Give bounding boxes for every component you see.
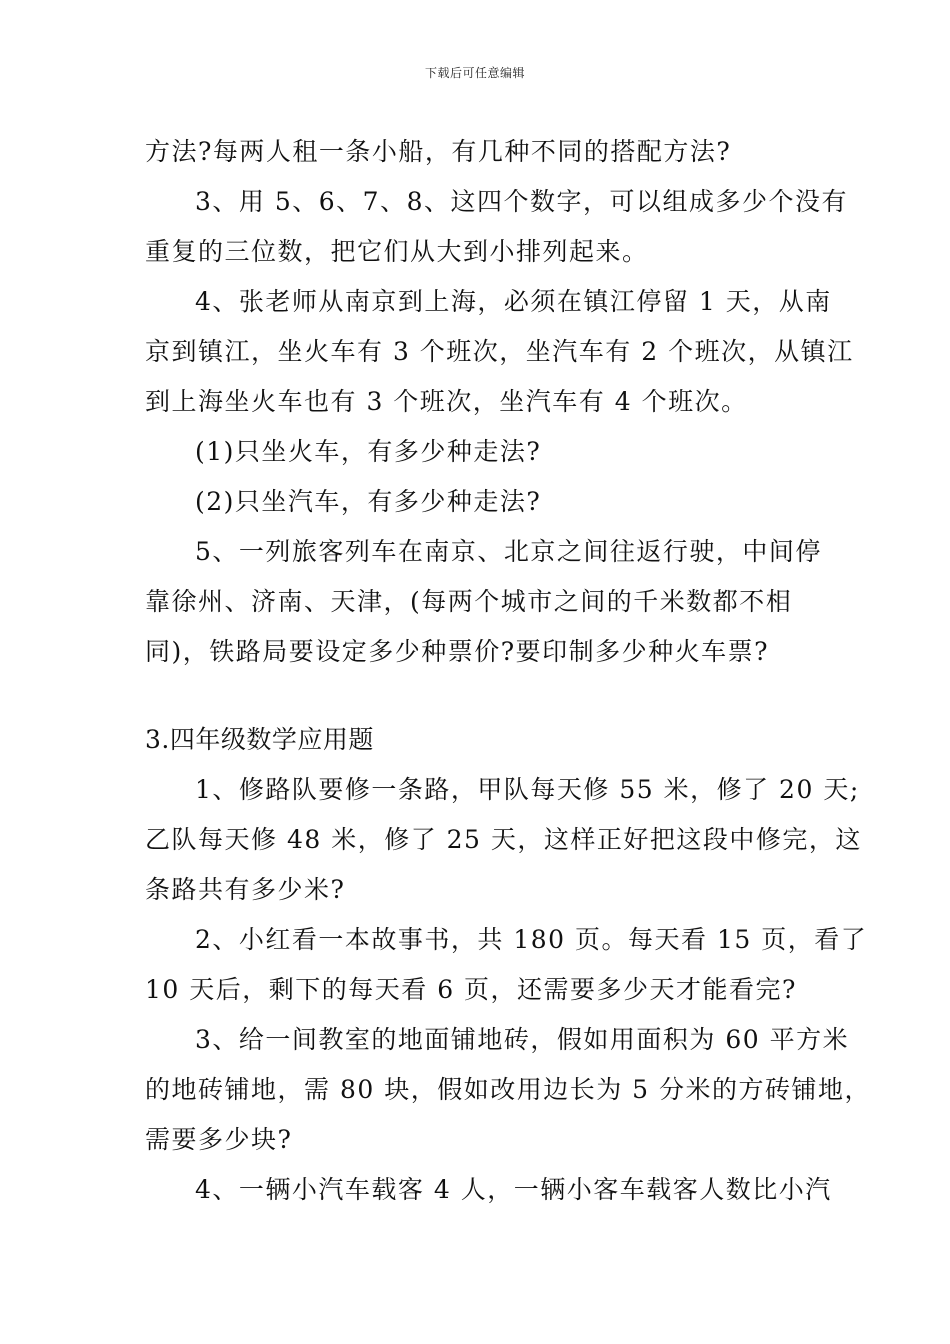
section-gap bbox=[145, 677, 809, 715]
text-line: 需要多少块? bbox=[145, 1125, 293, 1154]
section-title: 3.四年级数学应用题 bbox=[145, 725, 374, 754]
header-note: 下载后可任意编辑 bbox=[424, 66, 525, 80]
sub-question-2: (2)只坐汽车，有多少种走法? bbox=[195, 487, 542, 516]
question-1-line: 1、修路队要修一条路，甲队每天修 55 米，修了 20 天; bbox=[195, 775, 860, 804]
question-2-line: 2、小红看一本故事书，共 180 页。每天看 15 页，看了 bbox=[195, 925, 868, 954]
question-4-line: 4、一辆小汽车载客 4 人，一辆小客车载客人数比小汽 bbox=[195, 1175, 832, 1204]
text-line: 到上海坐火车也有 3 个班次，坐汽车有 4 个班次。 bbox=[145, 387, 748, 416]
text-line: 的地砖铺地，需 80 块，假如改用边长为 5 分米的方砖铺地， bbox=[145, 1075, 872, 1104]
text-line: 靠徐州、济南、天津，(每两个城市之间的千米数都不相 bbox=[145, 587, 793, 616]
question-4-line: 4、张老师从南京到上海，必须在镇江停留 1 天，从南 bbox=[195, 287, 832, 316]
text-line: 方法?每两人租一条小船，有几种不同的搭配方法? bbox=[145, 137, 732, 166]
question-5-line: 5、一列旅客列车在南京、北京之间往返行驶，中间停 bbox=[195, 537, 822, 566]
question-3-line: 3、用 5、6、7、8、这四个数字，可以组成多少个没有 bbox=[195, 187, 848, 216]
question-3-line: 3、给一间教室的地面铺地砖，假如用面积为 60 平方米 bbox=[195, 1025, 850, 1054]
text-line: 条路共有多少米? bbox=[145, 875, 346, 904]
document-body bbox=[145, 127, 872, 1215]
text-line: 重复的三位数，把它们从大到小排列起来。 bbox=[145, 237, 649, 266]
text-line: 乙队每天修 48 米，修了 25 天，这样正好把这段中修完，这 bbox=[145, 825, 862, 854]
text-line: 京到镇江，坐火车有 3 个班次，坐汽车有 2 个班次，从镇江 bbox=[145, 337, 854, 366]
text-line: 同)，铁路局要设定多少种票价?要印制多少种火车票? bbox=[145, 637, 770, 666]
text-line: 10 天后，剩下的每天看 6 页，还需要多少天才能看完? bbox=[145, 975, 797, 1004]
sub-question-1: (1)只坐火车，有多少种走法? bbox=[195, 437, 542, 466]
